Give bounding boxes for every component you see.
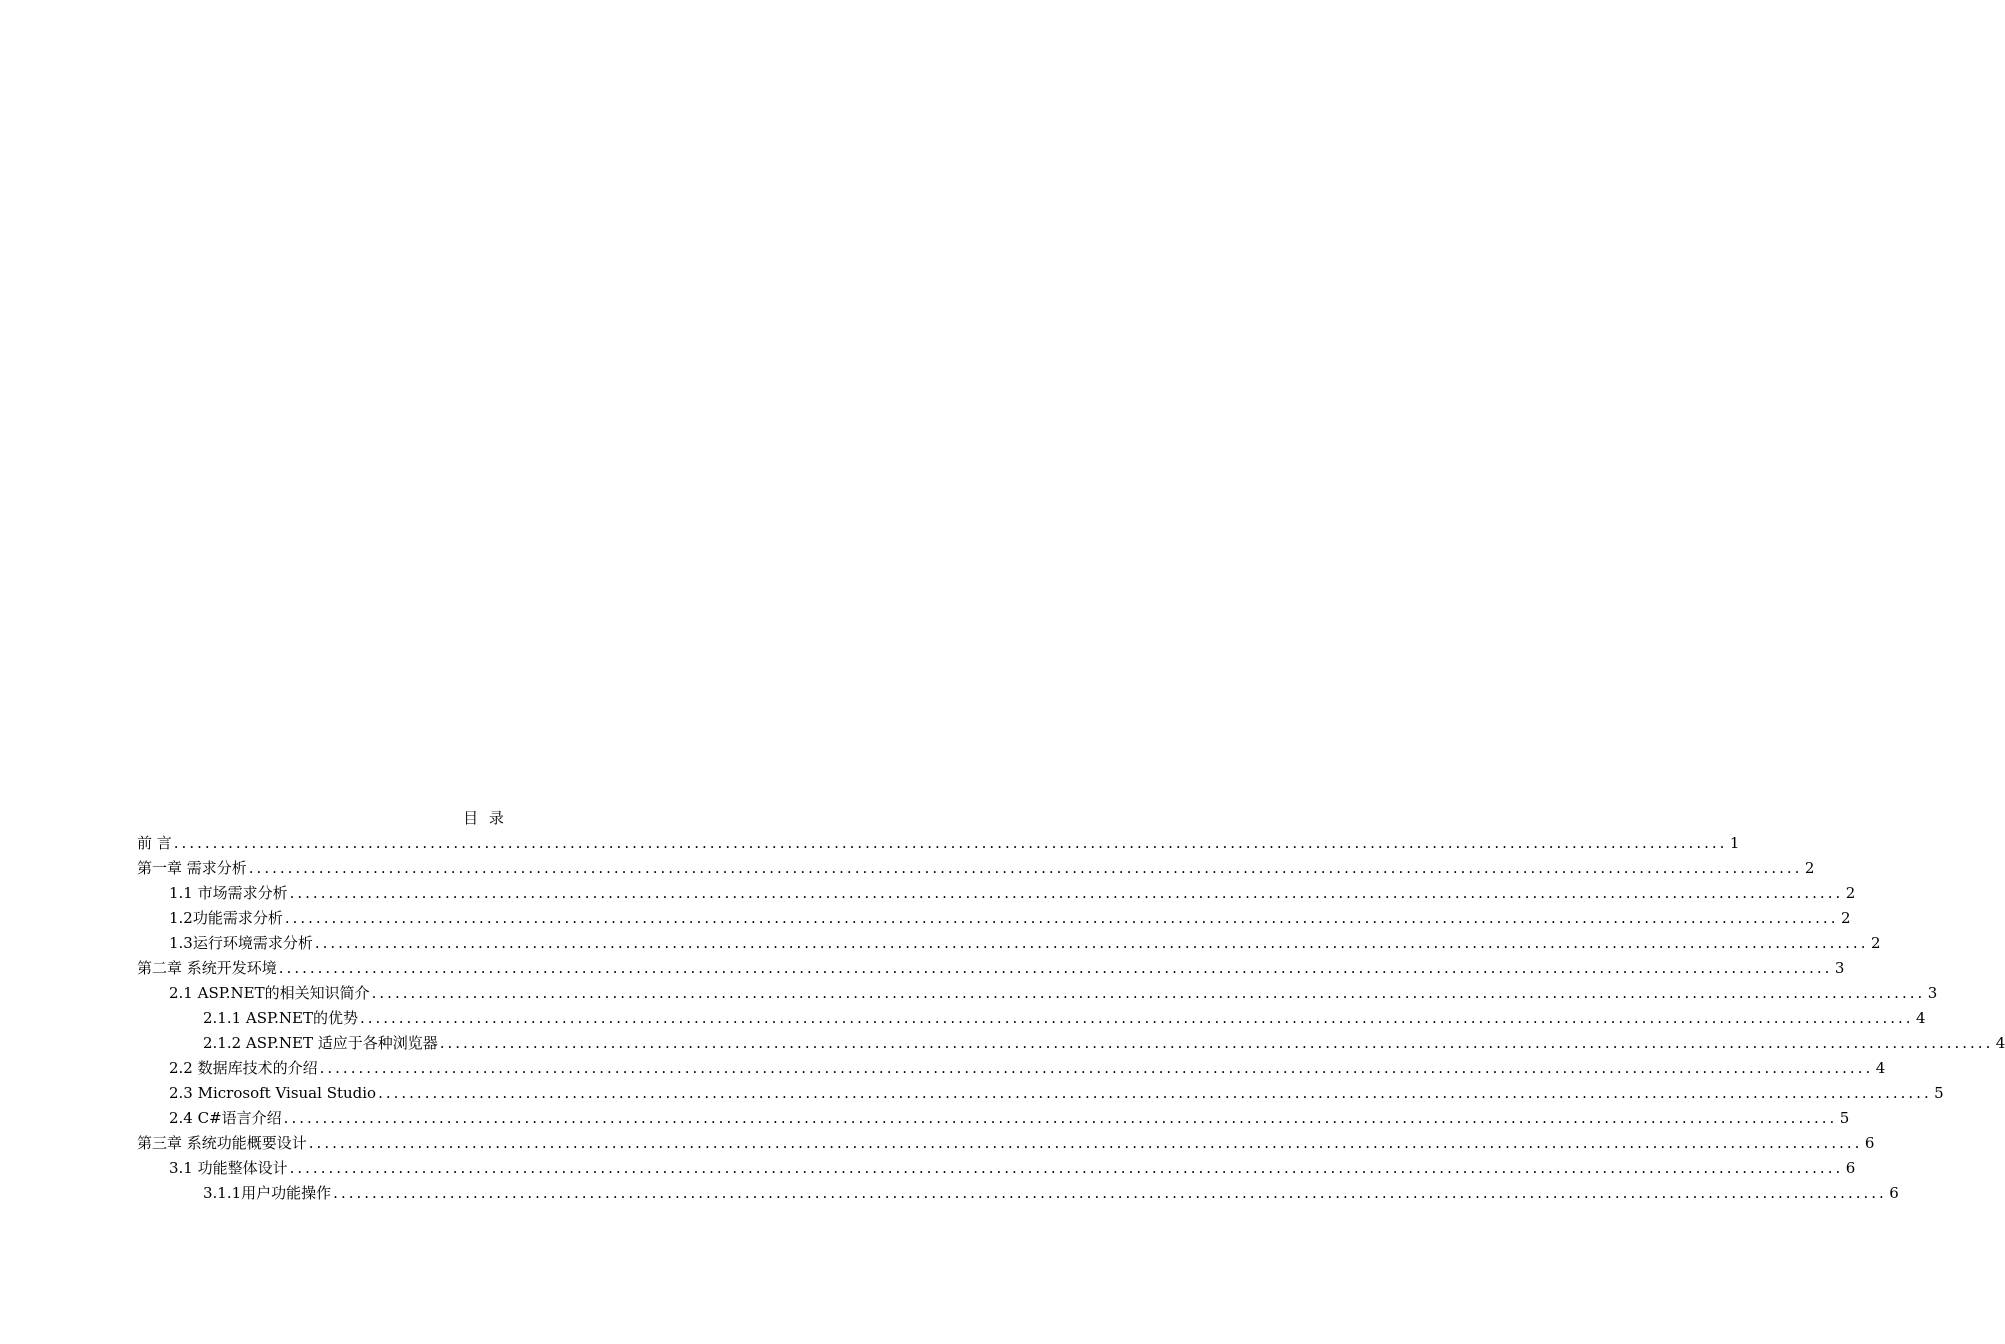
toc-entry-page-number: 3 bbox=[1834, 959, 1845, 977]
toc-entry-label: 2.1 ASP.NET的相关知识简介 bbox=[169, 984, 370, 1002]
toc-entry-page-number: 6 bbox=[1864, 1134, 1875, 1152]
toc-entry[interactable] bbox=[137, 1181, 1899, 1206]
toc-entry-page-number: 2 bbox=[1840, 909, 1851, 927]
toc-entry-page-number: 2 bbox=[1845, 884, 1856, 902]
toc-entry-label: 第三章 系统功能概要设计 bbox=[137, 1134, 307, 1152]
toc-entry-label: 3.1.1用户功能操作 bbox=[203, 1184, 332, 1202]
toc-entry[interactable] bbox=[137, 856, 1815, 881]
toc-dot-leader: ........................................................................................................................................................................................................ bbox=[314, 934, 1869, 952]
toc-entry[interactable] bbox=[137, 1131, 1875, 1156]
table-of-contents bbox=[137, 806, 2005, 1206]
toc-entry[interactable] bbox=[137, 1056, 1886, 1081]
toc-entry-page-number: 6 bbox=[1889, 1184, 1899, 1202]
toc-dot-leader: ........................................................................................................................................................................................................ bbox=[308, 1134, 1863, 1152]
toc-entry-label: 1.1 市场需求分析 bbox=[169, 884, 288, 902]
toc-entry-page-number: 4 bbox=[1995, 1034, 2005, 1052]
toc-entry[interactable] bbox=[137, 1081, 1944, 1106]
toc-entry-label: 1.3运行环境需求分析 bbox=[169, 934, 313, 952]
toc-entry-page-number: 5 bbox=[1934, 1084, 1944, 1102]
toc-entry[interactable] bbox=[137, 956, 1845, 981]
toc-entry[interactable] bbox=[137, 881, 1856, 906]
toc-dot-leader: ........................................................................................................................................................................................................ bbox=[359, 1009, 1914, 1027]
toc-list bbox=[137, 831, 2005, 1206]
toc-entry-page-number: 4 bbox=[1916, 1009, 1926, 1027]
toc-entry-label: 2.3 Microsoft Visual Studio bbox=[169, 1084, 377, 1102]
toc-entry-page-number: 5 bbox=[1839, 1109, 1850, 1127]
toc-entry-page-number: 2 bbox=[1804, 859, 1815, 877]
toc-entry-page-number: 1 bbox=[1729, 834, 1740, 852]
toc-dot-leader: ........................................................................................................................................................................................................ bbox=[173, 834, 1728, 852]
toc-dot-leader: ........................................................................................................................................................................................................ bbox=[333, 1184, 1887, 1202]
toc-entry-page-number: 2 bbox=[1870, 934, 1881, 952]
toc-entry-label: 3.1 功能整体设计 bbox=[169, 1159, 288, 1177]
toc-dot-leader: ........................................................................................................................................................................................................ bbox=[284, 909, 1839, 927]
toc-entry-label: 前 言 bbox=[137, 834, 172, 852]
toc-entry-label: 2.1.1 ASP.NET的优势 bbox=[203, 1009, 358, 1027]
toc-entry-label: 2.2 数据库技术的介绍 bbox=[169, 1059, 318, 1077]
toc-entry[interactable] bbox=[137, 906, 1851, 931]
toc-dot-leader: ........................................................................................................................................................................................................ bbox=[289, 884, 1844, 902]
toc-entry[interactable] bbox=[137, 1106, 1850, 1131]
toc-entry-label: 第一章 需求分析 bbox=[137, 859, 247, 877]
toc-dot-leader: ........................................................................................................................................................................................................ bbox=[439, 1034, 1994, 1052]
toc-entry[interactable] bbox=[137, 931, 1881, 956]
toc-entry-page-number: 3 bbox=[1927, 984, 1938, 1002]
toc-dot-leader: ........................................................................................................................................................................................................ bbox=[248, 859, 1803, 877]
toc-entry[interactable] bbox=[137, 831, 1740, 856]
toc-entry-page-number: 6 bbox=[1845, 1159, 1856, 1177]
toc-entry-label: 第二章 系统开发环境 bbox=[137, 959, 277, 977]
toc-entry[interactable] bbox=[137, 1156, 1856, 1181]
toc-entry[interactable] bbox=[137, 1006, 1926, 1031]
toc-title: 目 录 bbox=[463, 809, 507, 827]
toc-dot-leader: ........................................................................................................................................................................................................ bbox=[289, 1159, 1844, 1177]
toc-entry[interactable] bbox=[137, 981, 1938, 1006]
toc-dot-leader: ........................................................................................................................................................................................................ bbox=[371, 984, 1926, 1002]
toc-entry-label: 2.4 C#语言介绍 bbox=[169, 1109, 282, 1127]
toc-entry-page-number: 4 bbox=[1875, 1059, 1886, 1077]
toc-dot-leader: ........................................................................................................................................................................................................ bbox=[378, 1084, 1932, 1102]
toc-entry-label: 1.2功能需求分析 bbox=[169, 909, 283, 927]
toc-entry-label: 2.1.2 ASP.NET 适应于各种浏览器 bbox=[203, 1034, 438, 1052]
toc-dot-leader: ........................................................................................................................................................................................................ bbox=[278, 959, 1833, 977]
toc-dot-leader: ........................................................................................................................................................................................................ bbox=[283, 1109, 1838, 1127]
toc-entry[interactable] bbox=[137, 1031, 2005, 1056]
toc-dot-leader: ........................................................................................................................................................................................................ bbox=[319, 1059, 1874, 1077]
